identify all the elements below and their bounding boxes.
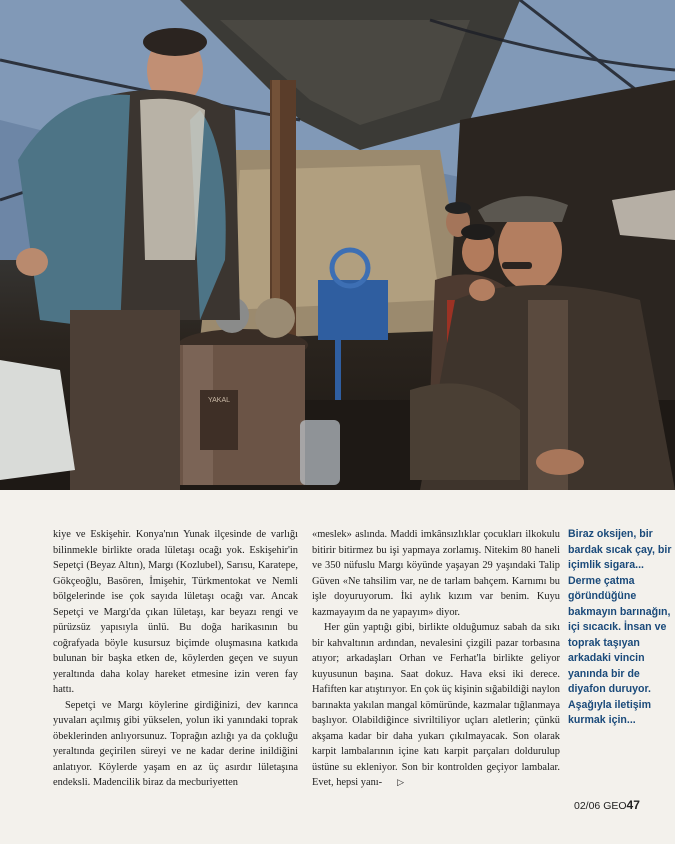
issue-date: 02/06: [574, 800, 601, 812]
photo-caption: Biraz oksijen, bir bardak sıcak çay, bir içimlik sigara... Derme çatma göründüğüne bakmayın barınağın, içi sıcacık. İnsan ve toprak taşıyan arkadaki vincin yanında bir de diyafon duruyor. Aşağıyla iletişim kurmak için...: [568, 528, 672, 726]
article-column-1: [53, 527, 298, 791]
page-number: 47: [626, 798, 640, 812]
article-paragraph: Sepetçi ve Margı köylerine girdiğinizi, dev karınca yuvaları açılmış gibi yükselen, yolun iki yanındaki toprak öbeklerinden anlıyorsunuz. Toprağın azlığı ya da çokluğu yeraltında geçirilen süreyi ve ne kadar derine inildiğini anlatıyor. Köylerde yaşam en az üç asırdır lületaşına endeksli. Madencilik biraz da mecburiyetten: [53, 699, 298, 788]
article-paragraph: kiye ve Eskişehir. Konya'nın Yunak ilçesinde de varlığı bilinmekle birlikte orada lületaşı ocağı yok. Eskişehir'in Sepetçi (Beyaz Altın), Margı (Kozlubel), Sarısu, Karatepe, Gökçeoğlu, Basören, İmişehir, Türkmentokat ve Nemli bölgelerinde ise çok sayıda lületaşı ocağı var. Ancak Sepetçi ve Margı'da çıkan lületaşı, kar beyazı rengi ve pürüzsüz yapısıyla ünlü. Bu doğa harikasının bu coğrafyada böyle kusursuz biçimde oluşmasına katkıda bulunan bir başka etken de, köylerden geçen ve suyun yeraltında daha kolay hareket etmesine izin veren fay hattı.: [53, 529, 298, 695]
page-folio: [574, 798, 640, 812]
magazine-name: GEO: [603, 800, 627, 812]
article-paragraph: «meslek» aslında. Maddi imkânsızlıklar çocukları ilkokulu bitirir bitirmez bu işi yapmaya zorlamış. Nitekim 80 haneli ve 350 nüfuslu Margı köyünde yaşayan 29 yaşındaki Talip Güven «Ne tahsilim var, ne de tarlam bahçem. Karnımı bu işle doyuruyorum. İki aylık kızım var benim. Kuyu kazmayayım da ne yapayım» diyor.: [312, 529, 560, 618]
article-column-2: [312, 527, 560, 791]
article-paragraph: [312, 620, 560, 791]
article-paragraph-text: Her gün yaptığı gibi, birlikte olduğumuz sabah da sıkı bir kahvaltının ardından, nevalesini çizgili pazar torbasına atıyor; arkadaşları Orhan ve Ferhat'la birlikte geliyor kuyusunun başına. Saat dokuz. Hava eksi iki derece. Hafiften kar atıştırıyor. En çok üç kişinin sığabildiği naylon barınakta yakılan mangal kömüründe, kazmalar tığlanmaya başlıyor. Olabildiğince sivriltiliyor uçları aletlerin; çünkü akşama kadar bir daha yukarı çıkılmayacak. Son olarak karpit lambalarının içine katı karpit parçaları doldurulup üstüne su ekleniyor. Son bir kontrolden geçiyor lambalar. Evet, hepsi yanı-: [312, 622, 560, 788]
stove-label: YAKAL: [207, 397, 231, 404]
continue-arrow-icon: ▷: [397, 777, 405, 787]
